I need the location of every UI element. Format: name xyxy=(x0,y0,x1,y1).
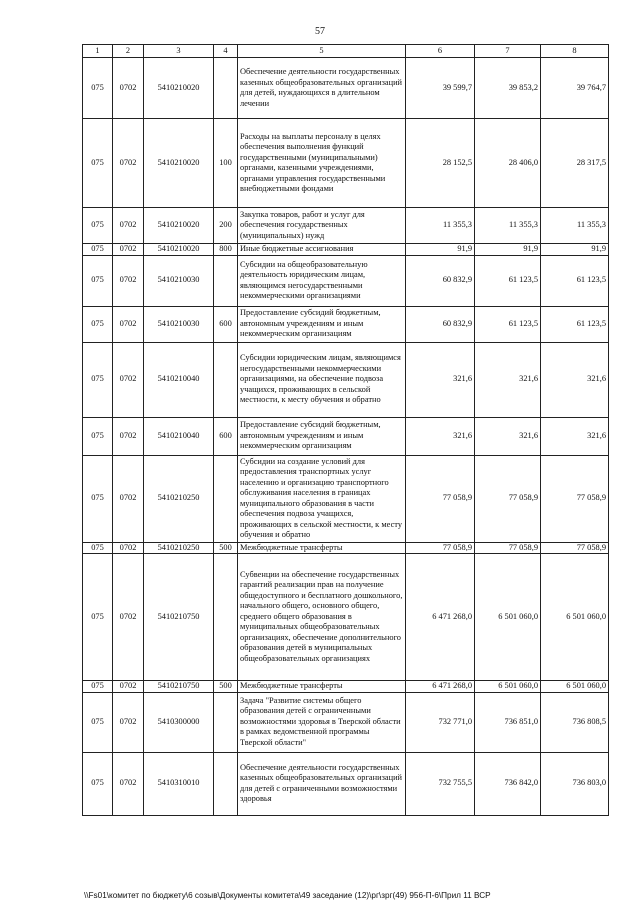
cell-section-code: 0702 xyxy=(113,208,144,244)
cell-amount-year3: 61 123,5 xyxy=(541,306,609,342)
cell-amount-year3: 321,6 xyxy=(541,417,609,455)
budget-table xyxy=(82,44,609,816)
cell-target-article: 5410210750 xyxy=(144,681,214,693)
table-row xyxy=(83,119,609,208)
table-row xyxy=(83,554,609,681)
cell-target-article: 5410210020 xyxy=(144,119,214,208)
cell-description: Субсидии на создание условий для предоставления транспортных услуг населению и организацию транспортного обслуживания населения в границах муниципального образования в части обеспечения подвоза учащихся, проживающих в сельской местности, к месту обучения и обратно xyxy=(238,455,406,542)
cell-expense-type: 200 xyxy=(214,208,238,244)
cell-amount-year3: 736 808,5 xyxy=(541,692,609,752)
cell-amount-year1: 6 471 268,0 xyxy=(406,681,475,693)
cell-amount-year1: 91,9 xyxy=(406,244,475,256)
cell-admin-code: 075 xyxy=(83,255,113,306)
cell-description: Задача "Развитие системы общего образования детей с ограниченными возможностями здоровья в Тверской области в рамках ведомственной программы Тверской области" xyxy=(238,692,406,752)
cell-section-code: 0702 xyxy=(113,58,144,119)
cell-amount-year2: 6 501 060,0 xyxy=(475,554,541,681)
cell-expense-type xyxy=(214,692,238,752)
cell-section-code: 0702 xyxy=(113,554,144,681)
cell-description: Расходы на выплаты персоналу в целях обеспечения выполнения функций государственными (муниципальными) органами, казенными учреждениями, органами управления государственными внебюджетными фондами xyxy=(238,119,406,208)
cell-amount-year3: 28 317,5 xyxy=(541,119,609,208)
cell-section-code: 0702 xyxy=(113,342,144,417)
cell-amount-year1: 77 058,9 xyxy=(406,542,475,554)
cell-target-article: 5410310010 xyxy=(144,752,214,815)
cell-amount-year3: 6 501 060,0 xyxy=(541,681,609,693)
cell-section-code: 0702 xyxy=(113,455,144,542)
cell-description: Иные бюджетные ассигнования xyxy=(238,244,406,256)
cell-amount-year2: 736 842,0 xyxy=(475,752,541,815)
cell-expense-type: 500 xyxy=(214,681,238,693)
cell-section-code: 0702 xyxy=(113,692,144,752)
column-header: 8 xyxy=(541,45,609,58)
cell-description: Межбюджетные трансферты xyxy=(238,681,406,693)
table-row xyxy=(83,342,609,417)
cell-target-article: 5410210250 xyxy=(144,455,214,542)
table-row xyxy=(83,752,609,815)
cell-admin-code: 075 xyxy=(83,58,113,119)
table-row xyxy=(83,692,609,752)
column-header: 6 xyxy=(406,45,475,58)
cell-description: Субсидии юридическим лицам, являющимся негосударственными некоммерческими организациями, на обеспечение подвоза учащихся, проживающих в сельской местности, к месту обучения и обратно xyxy=(238,342,406,417)
cell-amount-year2: 61 123,5 xyxy=(475,255,541,306)
table-row xyxy=(83,255,609,306)
table-row xyxy=(83,208,609,244)
cell-amount-year2: 736 851,0 xyxy=(475,692,541,752)
cell-amount-year3: 77 058,9 xyxy=(541,455,609,542)
cell-description: Субвенции на обеспечение государственных гарантий реализации прав на получение общедоступного и бесплатного дошкольного, начального общего, основного общего, среднего общего образования в муниципальных общеобразовательных организациях, обеспечение дополнительного образования детей в муниципальных общеобразовательных организациях xyxy=(238,554,406,681)
cell-amount-year2: 77 058,9 xyxy=(475,542,541,554)
cell-amount-year1: 321,6 xyxy=(406,417,475,455)
cell-section-code: 0702 xyxy=(113,417,144,455)
cell-amount-year3: 77 058,9 xyxy=(541,542,609,554)
cell-section-code: 0702 xyxy=(113,752,144,815)
cell-description: Закупка товаров, работ и услуг для обеспечения государственных (муниципальных) нужд xyxy=(238,208,406,244)
column-header: 1 xyxy=(83,45,113,58)
table-row xyxy=(83,542,609,554)
cell-expense-type xyxy=(214,255,238,306)
cell-target-article: 5410210040 xyxy=(144,417,214,455)
table-header-row xyxy=(83,45,609,58)
cell-amount-year2: 61 123,5 xyxy=(475,306,541,342)
cell-section-code: 0702 xyxy=(113,119,144,208)
table-row xyxy=(83,417,609,455)
cell-amount-year1: 11 355,3 xyxy=(406,208,475,244)
cell-amount-year2: 77 058,9 xyxy=(475,455,541,542)
cell-admin-code: 075 xyxy=(83,681,113,693)
column-header: 2 xyxy=(113,45,144,58)
cell-description: Межбюджетные трансферты xyxy=(238,542,406,554)
cell-admin-code: 075 xyxy=(83,752,113,815)
page-number: 57 xyxy=(315,26,325,37)
cell-amount-year1: 6 471 268,0 xyxy=(406,554,475,681)
cell-section-code: 0702 xyxy=(113,255,144,306)
table-row xyxy=(83,244,609,256)
table-row xyxy=(83,58,609,119)
file-path-footer: \\Fs01\комитет по бюджету\6 созыв\Документы комитета\49 заседание (12)\рг\зрг(49) 956-П-6\Прил 11 ВСР xyxy=(84,891,491,900)
cell-target-article: 5410210040 xyxy=(144,342,214,417)
cell-amount-year2: 91,9 xyxy=(475,244,541,256)
cell-admin-code: 075 xyxy=(83,542,113,554)
table-row xyxy=(83,681,609,693)
cell-expense-type xyxy=(214,342,238,417)
cell-amount-year2: 39 853,2 xyxy=(475,58,541,119)
column-header: 3 xyxy=(144,45,214,58)
cell-target-article: 5410210020 xyxy=(144,208,214,244)
cell-admin-code: 075 xyxy=(83,554,113,681)
cell-amount-year1: 321,6 xyxy=(406,342,475,417)
cell-amount-year1: 732 755,5 xyxy=(406,752,475,815)
cell-amount-year3: 6 501 060,0 xyxy=(541,554,609,681)
cell-expense-type: 800 xyxy=(214,244,238,256)
cell-amount-year1: 28 152,5 xyxy=(406,119,475,208)
cell-target-article: 5410300000 xyxy=(144,692,214,752)
column-header: 5 xyxy=(238,45,406,58)
cell-target-article: 5410210030 xyxy=(144,255,214,306)
cell-admin-code: 075 xyxy=(83,455,113,542)
cell-target-article: 5410210020 xyxy=(144,244,214,256)
cell-section-code: 0702 xyxy=(113,306,144,342)
cell-amount-year3: 61 123,5 xyxy=(541,255,609,306)
cell-amount-year2: 321,6 xyxy=(475,342,541,417)
cell-amount-year2: 321,6 xyxy=(475,417,541,455)
cell-amount-year3: 11 355,3 xyxy=(541,208,609,244)
cell-amount-year1: 60 832,9 xyxy=(406,255,475,306)
cell-amount-year2: 11 355,3 xyxy=(475,208,541,244)
cell-section-code: 0702 xyxy=(113,542,144,554)
column-header: 7 xyxy=(475,45,541,58)
cell-amount-year2: 6 501 060,0 xyxy=(475,681,541,693)
cell-description: Обеспечение деятельности государственных казенных общеобразовательных организаций для детей с ограниченными возможностями здоровья xyxy=(238,752,406,815)
cell-amount-year1: 39 599,7 xyxy=(406,58,475,119)
cell-description: Обеспечение деятельности государственных казенных общеобразовательных организаций для детей, нуждающихся в длительном лечении xyxy=(238,58,406,119)
cell-amount-year3: 39 764,7 xyxy=(541,58,609,119)
cell-target-article: 5410210750 xyxy=(144,554,214,681)
cell-admin-code: 075 xyxy=(83,692,113,752)
cell-target-article: 5410210020 xyxy=(144,58,214,119)
cell-expense-type: 600 xyxy=(214,306,238,342)
table-row xyxy=(83,455,609,542)
cell-amount-year3: 736 803,0 xyxy=(541,752,609,815)
cell-expense-type xyxy=(214,455,238,542)
cell-amount-year3: 91,9 xyxy=(541,244,609,256)
cell-section-code: 0702 xyxy=(113,244,144,256)
cell-expense-type: 600 xyxy=(214,417,238,455)
cell-admin-code: 075 xyxy=(83,417,113,455)
cell-target-article: 5410210250 xyxy=(144,542,214,554)
cell-amount-year3: 321,6 xyxy=(541,342,609,417)
cell-amount-year1: 77 058,9 xyxy=(406,455,475,542)
cell-target-article: 5410210030 xyxy=(144,306,214,342)
cell-admin-code: 075 xyxy=(83,342,113,417)
cell-admin-code: 075 xyxy=(83,119,113,208)
cell-section-code: 0702 xyxy=(113,681,144,693)
cell-admin-code: 075 xyxy=(83,208,113,244)
cell-amount-year1: 60 832,9 xyxy=(406,306,475,342)
cell-description: Предоставление субсидий бюджетным, автономным учреждениям и иным некоммерческим организациям xyxy=(238,306,406,342)
cell-admin-code: 075 xyxy=(83,306,113,342)
cell-expense-type xyxy=(214,58,238,119)
cell-expense-type: 100 xyxy=(214,119,238,208)
column-header: 4 xyxy=(214,45,238,58)
cell-description: Предоставление субсидий бюджетным, автономным учреждениям и иным некоммерческим организациям xyxy=(238,417,406,455)
cell-description: Субсидии на общеобразовательную деятельность юридическим лицам, являющимся негосударственными некоммерческими организациями xyxy=(238,255,406,306)
cell-expense-type: 500 xyxy=(214,542,238,554)
cell-amount-year2: 28 406,0 xyxy=(475,119,541,208)
cell-admin-code: 075 xyxy=(83,244,113,256)
cell-amount-year1: 732 771,0 xyxy=(406,692,475,752)
cell-expense-type xyxy=(214,752,238,815)
table-row xyxy=(83,306,609,342)
cell-expense-type xyxy=(214,554,238,681)
